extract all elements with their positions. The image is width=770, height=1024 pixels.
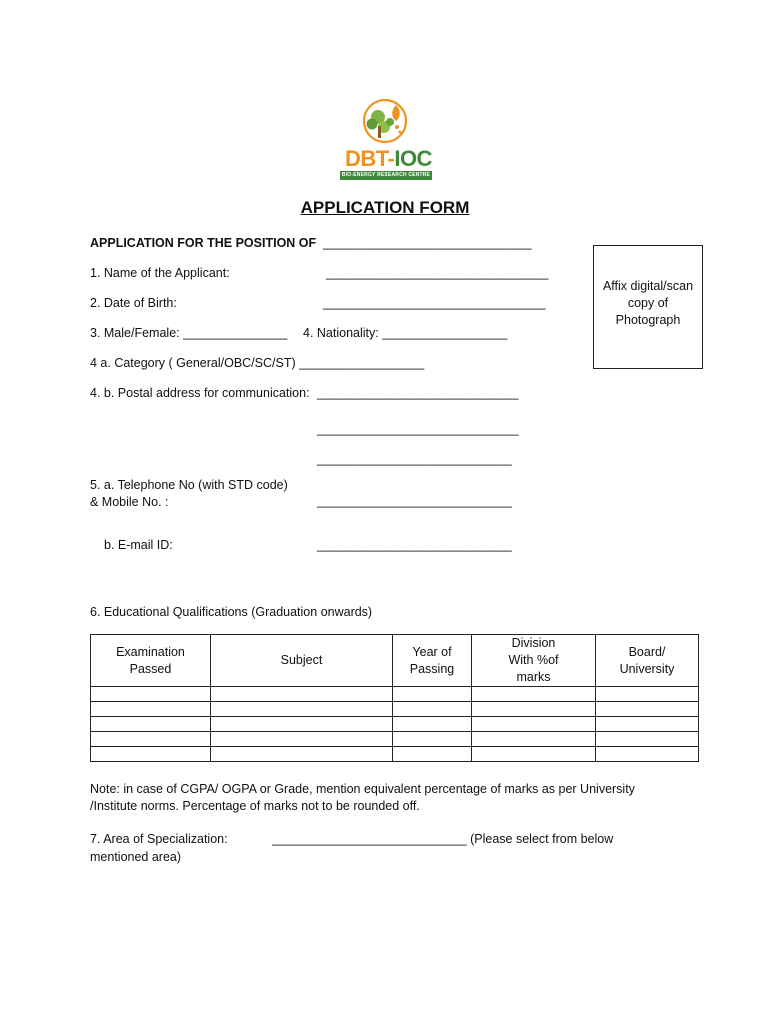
table-cell[interactable] xyxy=(211,732,393,747)
photo-placeholder-text: Affix digital/scan copy of Photograph xyxy=(602,279,694,327)
table-row xyxy=(91,702,699,717)
column-header-board: Board/ University xyxy=(596,635,699,687)
table-cell[interactable] xyxy=(596,702,699,717)
table-row xyxy=(91,732,699,747)
table-cell[interactable] xyxy=(211,717,393,732)
logo-text: DBT-IOC xyxy=(345,146,432,171)
table-cell[interactable] xyxy=(91,747,211,762)
table-cell[interactable] xyxy=(393,702,472,717)
table-cell[interactable] xyxy=(393,732,472,747)
table-cell[interactable] xyxy=(393,687,472,702)
table-cell[interactable] xyxy=(91,702,211,717)
nationality-field[interactable]: 4. Nationality: __________________ xyxy=(303,326,508,340)
table-cell[interactable] xyxy=(211,747,393,762)
dob-field[interactable]: ________________________________ xyxy=(323,296,546,310)
table-cell[interactable] xyxy=(91,687,211,702)
name-label: 1. Name of the Applicant: xyxy=(90,266,230,280)
table-row xyxy=(91,687,699,702)
table-cell[interactable] xyxy=(211,702,393,717)
position-label: APPLICATION FOR THE POSITION OF xyxy=(90,236,317,250)
table-cell[interactable] xyxy=(91,717,211,732)
table-cell[interactable] xyxy=(472,687,596,702)
note-text: Note: in case of CGPA/ OGPA or Grade, mention equivalent percentage of marks as per University /Institute norms. Percentage of marks not to be rounded off. xyxy=(90,782,635,813)
name-field[interactable]: ________________________________ xyxy=(326,266,549,280)
photo-placeholder[interactable] xyxy=(593,245,703,369)
gender-field[interactable]: 3. Male/Female: _______________ xyxy=(90,326,288,340)
education-table xyxy=(90,634,699,762)
table-header-row xyxy=(91,635,699,687)
postal-address-line-1[interactable]: _____________________________ xyxy=(317,386,519,400)
table-cell[interactable] xyxy=(472,732,596,747)
table-row xyxy=(91,747,699,762)
education-heading: 6. Educational Qualifications (Graduation onwards) xyxy=(90,605,373,619)
table-cell[interactable] xyxy=(596,687,699,702)
table-cell[interactable] xyxy=(596,732,699,747)
email-field[interactable]: ____________________________ xyxy=(317,538,512,552)
postal-address-label: 4. b. Postal address for communication: xyxy=(90,386,310,400)
table-cell[interactable] xyxy=(596,717,699,732)
specialization-label: 7. Area of Specialization: xyxy=(90,832,228,846)
page-title: APPLICATION FORM xyxy=(300,198,470,217)
telephone-label: 5. a. Telephone No (with STD code) & Mobile No. : xyxy=(90,478,288,509)
table-cell[interactable] xyxy=(472,717,596,732)
table-cell[interactable] xyxy=(393,747,472,762)
postal-address-line-2[interactable]: _____________________________ xyxy=(317,422,519,436)
table-cell[interactable] xyxy=(472,747,596,762)
specialization-field[interactable]: ____________________________ (Please select from below xyxy=(272,832,614,846)
table-cell[interactable] xyxy=(211,687,393,702)
position-blank[interactable]: ______________________________ xyxy=(323,236,532,250)
table-cell[interactable] xyxy=(91,732,211,747)
dob-label: 2. Date of Birth: xyxy=(90,296,177,310)
table-row xyxy=(91,717,699,732)
table-cell[interactable] xyxy=(472,702,596,717)
category-field[interactable]: 4 a. Category ( General/OBC/SC/ST) __________________ xyxy=(90,356,425,370)
specialization-continuation: mentioned area) xyxy=(90,850,182,864)
telephone-field[interactable]: ____________________________ xyxy=(317,494,512,508)
postal-address-line-3[interactable]: ____________________________ xyxy=(317,452,512,466)
email-label: b. E-mail ID: xyxy=(104,538,173,552)
column-header-division: Division With %of marks xyxy=(472,635,596,687)
column-header-examination: Examination Passed xyxy=(91,635,211,687)
logo-band-text: BIO-ENERGY RESEARCH CENTRE xyxy=(341,172,431,178)
column-header-subject: Subject xyxy=(211,635,393,687)
table-cell[interactable] xyxy=(393,717,472,732)
column-header-year: Year of Passing xyxy=(393,635,472,687)
table-cell[interactable] xyxy=(596,747,699,762)
